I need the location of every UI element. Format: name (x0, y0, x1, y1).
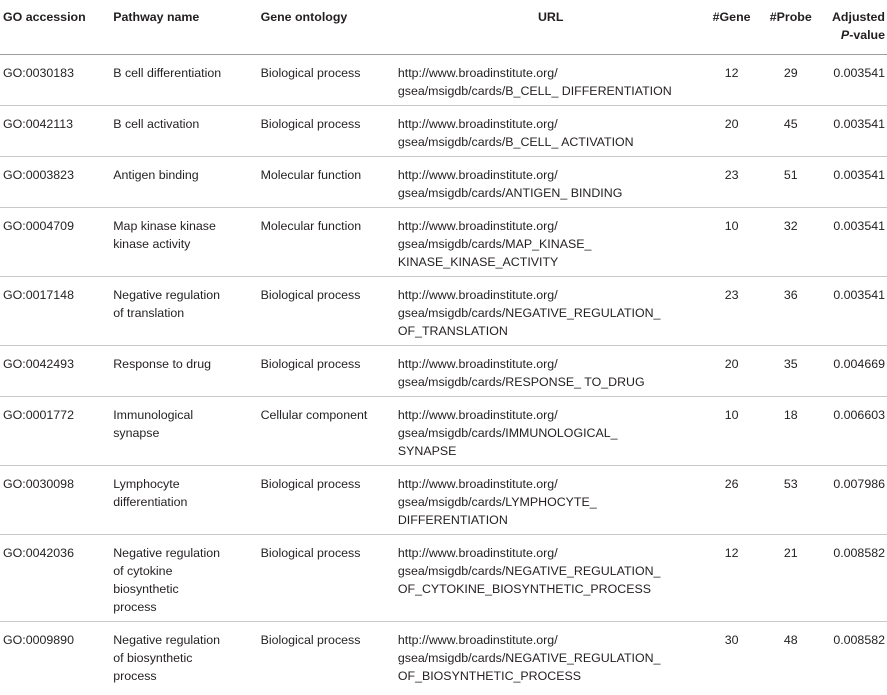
url-link[interactable] (395, 54, 704, 105)
gene-ontology-cell: Biological process (260, 287, 361, 302)
url-line[interactable]: http://www.broadinstitute.org/ (397, 167, 558, 182)
go-accession-cell: GO:0003823 (3, 167, 74, 182)
url-line[interactable]: OF_BIOSYNTHETIC_PROCESS (397, 668, 582, 683)
header-pathway-name: Pathway name (113, 10, 200, 24)
pathway-name-line: biosynthetic (113, 581, 179, 596)
url-link[interactable] (395, 156, 704, 207)
pathway-name-line: Lymphocyte (113, 476, 180, 491)
go-accession-cell: GO:0042493 (3, 356, 74, 371)
gene-ontology-cell: Biological process (260, 356, 361, 371)
adjusted-p-value-cell: 0.003541 (833, 287, 885, 302)
url-line[interactable]: http://www.broadinstitute.org/ (397, 407, 558, 422)
gene-ontology-cell: Biological process (260, 476, 361, 491)
url-line[interactable]: gsea/msigdb/cards/NEGATIVE_REGULATION_ (397, 305, 661, 320)
url-line[interactable]: gsea/msigdb/cards/NEGATIVE_REGULATION_ (397, 650, 661, 665)
probe-count-cell: 29 (783, 65, 798, 80)
url-link[interactable] (395, 105, 704, 156)
adjusted-p-value-cell: 0.006603 (833, 407, 885, 422)
header-gene-count: #Gene (712, 10, 751, 24)
table-row (0, 276, 887, 345)
gene-count-cell: 20 (724, 116, 739, 131)
probe-count-cell: 36 (783, 287, 798, 302)
table-row (0, 621, 887, 690)
url-link[interactable] (395, 276, 704, 345)
pathway-name-line: of biosynthetic (113, 650, 193, 665)
adjusted-p-value-cell: 0.007986 (833, 476, 885, 491)
pathway-name-line: synapse (113, 425, 160, 440)
go-accession-cell: GO:0042036 (3, 545, 74, 560)
go-accession-cell: GO:0004709 (3, 218, 74, 233)
url-link[interactable] (395, 207, 704, 276)
header-adjusted-p-value (822, 0, 887, 54)
url-line[interactable]: http://www.broadinstitute.org/ (397, 476, 558, 491)
probe-count-cell: 35 (783, 356, 798, 371)
pathway-name-line: Negative regulation (113, 632, 221, 647)
pathway-name-cell (109, 534, 257, 621)
pathway-name-cell (109, 396, 257, 465)
header-p-letter: P (840, 28, 850, 42)
adjusted-p-value-cell: 0.008582 (833, 545, 885, 560)
table-row (0, 534, 887, 621)
adjusted-p-value-cell: 0.003541 (833, 116, 885, 131)
url-line[interactable]: gsea/msigdb/cards/IMMUNOLOGICAL_ (397, 425, 618, 440)
url-line[interactable]: http://www.broadinstitute.org/ (397, 545, 558, 560)
pathway-name-line: Antigen binding (113, 167, 199, 182)
url-line[interactable]: DIFFERENTIATION (397, 512, 508, 527)
header-adjusted-label: Adjusted (831, 10, 885, 24)
url-link[interactable] (395, 621, 704, 690)
pathway-name-line: Response to drug (113, 356, 212, 371)
url-link[interactable] (395, 396, 704, 465)
url-line[interactable]: http://www.broadinstitute.org/ (397, 116, 558, 131)
gene-count-cell: 23 (724, 167, 739, 182)
url-line[interactable]: http://www.broadinstitute.org/ (397, 287, 558, 302)
table-row (0, 207, 887, 276)
url-line[interactable]: http://www.broadinstitute.org/ (397, 65, 558, 80)
go-accession-cell: GO:0042113 (3, 116, 74, 131)
pathway-name-cell (109, 465, 257, 534)
gene-count-cell: 20 (724, 356, 739, 371)
go-accession-cell: GO:0030098 (3, 476, 74, 491)
pathway-name-line: Negative regulation (113, 287, 221, 302)
probe-count-cell: 51 (783, 167, 798, 182)
url-line[interactable]: gsea/msigdb/cards/NEGATIVE_REGULATION_ (397, 563, 661, 578)
table-body (0, 54, 887, 690)
go-accession-cell: GO:0030183 (3, 65, 74, 80)
adjusted-p-value-cell: 0.008582 (833, 632, 885, 647)
pathway-name-line: process (113, 668, 157, 683)
table-row (0, 105, 887, 156)
url-line[interactable]: gsea/msigdb/cards/B_CELL_ DIFFERENTIATION (397, 83, 672, 98)
gene-ontology-cell: Biological process (260, 65, 361, 80)
url-line[interactable]: gsea/msigdb/cards/ANTIGEN_ BINDING (397, 185, 623, 200)
url-line[interactable]: gsea/msigdb/cards/RESPONSE_ TO_DRUG (397, 374, 645, 389)
pathway-name-line: Immunological (113, 407, 194, 422)
probe-count-cell: 21 (783, 545, 798, 560)
adjusted-p-value-cell: 0.003541 (833, 167, 885, 182)
url-line[interactable]: OF_TRANSLATION (397, 323, 508, 338)
pathway-name-line: of translation (113, 305, 185, 320)
table-header (0, 0, 887, 54)
url-line[interactable]: gsea/msigdb/cards/MAP_KINASE_ (397, 236, 592, 251)
gene-ontology-cell: Biological process (260, 116, 361, 131)
pathway-name-line: B cell activation (113, 116, 200, 131)
url-line[interactable]: OF_CYTOKINE_BIOSYNTHETIC_PROCESS (397, 581, 652, 596)
gene-count-cell: 10 (724, 218, 739, 233)
header-gene-ontology: Gene ontology (260, 10, 348, 24)
url-line[interactable]: SYNAPSE (397, 443, 457, 458)
url-line[interactable]: KINASE_KINASE_ACTIVITY (397, 254, 559, 269)
gene-count-cell: 12 (724, 65, 739, 80)
table-row (0, 54, 887, 105)
adjusted-p-value-cell: 0.003541 (833, 218, 885, 233)
url-line[interactable]: http://www.broadinstitute.org/ (397, 632, 558, 647)
pathway-name-cell (109, 54, 257, 105)
go-accession-cell: GO:0009890 (3, 632, 74, 647)
gene-ontology-cell: Biological process (260, 632, 361, 647)
pathway-name-cell (109, 156, 257, 207)
gene-count-cell: 23 (724, 287, 739, 302)
gene-ontology-cell: Molecular function (260, 167, 362, 182)
url-link[interactable] (395, 345, 704, 396)
url-line[interactable]: gsea/msigdb/cards/B_CELL_ ACTIVATION (397, 134, 634, 149)
table-row (0, 396, 887, 465)
url-line[interactable]: gsea/msigdb/cards/LYMPHOCYTE_ (397, 494, 597, 509)
gene-count-cell: 10 (724, 407, 739, 422)
url-link[interactable] (395, 534, 704, 621)
url-line[interactable]: http://www.broadinstitute.org/ (397, 356, 558, 371)
probe-count-cell: 18 (783, 407, 798, 422)
table-row (0, 345, 887, 396)
header-row (0, 0, 887, 54)
pathway-name-line: Map kinase kinase (113, 218, 216, 233)
adjusted-p-value-cell: 0.004669 (833, 356, 885, 371)
gene-count-cell: 26 (724, 476, 739, 491)
probe-count-cell: 53 (783, 476, 798, 491)
pathway-name-cell (109, 621, 257, 690)
pathway-name-line: process (113, 599, 157, 614)
pathway-name-cell (109, 207, 257, 276)
go-accession-cell: GO:0001772 (3, 407, 74, 422)
pathway-name-cell (109, 276, 257, 345)
probe-count-cell: 32 (783, 218, 798, 233)
pathway-name-cell (109, 345, 257, 396)
url-line[interactable]: http://www.broadinstitute.org/ (397, 218, 558, 233)
gene-ontology-cell: Molecular function (260, 218, 362, 233)
pathway-name-line: kinase activity (113, 236, 191, 251)
gene-ontology-cell: Biological process (260, 545, 361, 560)
probe-count-cell: 48 (783, 632, 798, 647)
table-row (0, 156, 887, 207)
gene-count-cell: 30 (724, 632, 739, 647)
pathway-name-cell (109, 105, 257, 156)
adjusted-p-value-cell: 0.003541 (833, 65, 885, 80)
pathway-name-line: Negative regulation (113, 545, 221, 560)
probe-count-cell: 45 (783, 116, 798, 131)
header-probe-count: #Probe (769, 10, 812, 24)
pathway-name-line: of cytokine (113, 563, 173, 578)
pathway-name-line: differentiation (113, 494, 188, 509)
header-p-value-label (822, 26, 885, 44)
go-accession-cell: GO:0017148 (3, 287, 74, 302)
url-link[interactable] (395, 465, 704, 534)
pathway-name-line: B cell differentiation (113, 65, 222, 80)
header-url: URL (537, 10, 564, 24)
table-row (0, 465, 887, 534)
header-go-accession: GO accession (3, 10, 86, 24)
gene-count-cell: 12 (724, 545, 739, 560)
gene-ontology-cell: Cellular component (260, 407, 368, 422)
header-value-suffix: -value (849, 28, 885, 42)
